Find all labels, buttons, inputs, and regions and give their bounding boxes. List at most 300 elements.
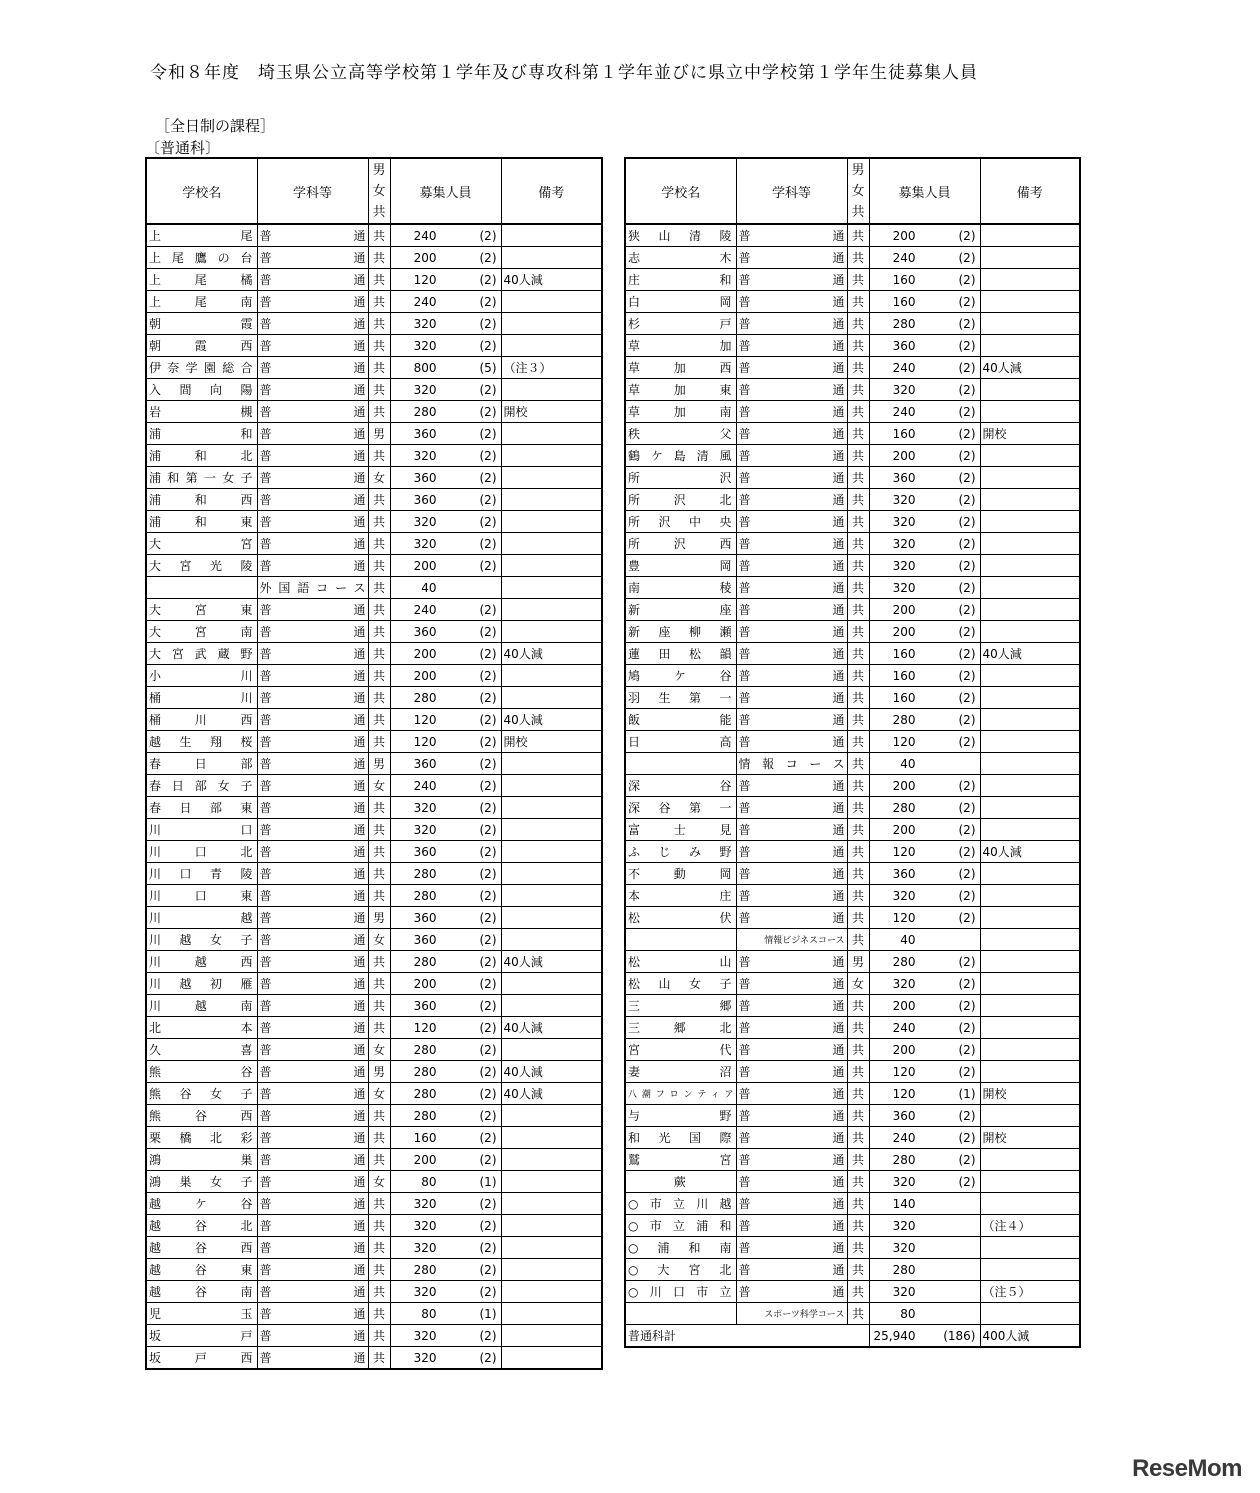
capacity-value: 160 bbox=[892, 272, 916, 287]
table-row bbox=[625, 1061, 1080, 1083]
capacity-cell bbox=[390, 995, 501, 1017]
capacity-value: 320 bbox=[413, 1240, 437, 1255]
school-name-cell: 秩父 bbox=[625, 423, 736, 445]
capacity-value: 240 bbox=[892, 404, 916, 419]
course-cell: 普通 bbox=[257, 709, 368, 731]
school-name-cell: ○浦和南 bbox=[625, 1237, 736, 1259]
class-count: (2) bbox=[958, 492, 976, 507]
school-name-cell: 飯能 bbox=[625, 709, 736, 731]
note-cell bbox=[980, 973, 1080, 995]
capacity-value: 320 bbox=[413, 1218, 437, 1233]
course-cell: 普通 bbox=[736, 555, 847, 577]
capacity-cell bbox=[869, 1105, 980, 1127]
course-cell: 普通 bbox=[736, 1127, 847, 1149]
capacity-value: 360 bbox=[413, 910, 437, 925]
capacity-value: 320 bbox=[892, 492, 916, 507]
school-name-cell: 草加西 bbox=[625, 357, 736, 379]
capacity-cell bbox=[390, 577, 501, 599]
sex-cell: 共 bbox=[368, 357, 390, 379]
table-row bbox=[146, 1127, 602, 1149]
school-name-cell: 深谷第一 bbox=[625, 797, 736, 819]
course-cell: 普通 bbox=[257, 995, 368, 1017]
school-name-cell: 上尾橘 bbox=[146, 269, 257, 291]
capacity-cell bbox=[390, 1325, 501, 1347]
course-cell: 普通 bbox=[736, 445, 847, 467]
capacity-value: 360 bbox=[892, 338, 916, 353]
capacity-value: 240 bbox=[413, 602, 437, 617]
school-name-cell: ふじみ野 bbox=[625, 841, 736, 863]
header-sex-char: 女 bbox=[372, 183, 386, 199]
table-row bbox=[146, 1259, 602, 1281]
table-row bbox=[146, 489, 602, 511]
course-cell: 普通 bbox=[736, 1017, 847, 1039]
capacity-cell bbox=[390, 379, 501, 401]
school-name-cell: 伊奈学園総合 bbox=[146, 357, 257, 379]
capacity-value: 160 bbox=[892, 426, 916, 441]
course-cell: 普通 bbox=[736, 709, 847, 731]
note-cell bbox=[980, 313, 1080, 335]
capacity-value: 320 bbox=[413, 514, 437, 529]
course-cell: 普通 bbox=[736, 335, 847, 357]
capacity-cell bbox=[869, 753, 980, 775]
capacity-value: 280 bbox=[892, 712, 916, 727]
class-count: (2) bbox=[958, 822, 976, 837]
capacity-value: 280 bbox=[413, 690, 437, 705]
table-row bbox=[625, 599, 1080, 621]
note-cell bbox=[501, 1105, 602, 1127]
capacity-value: 320 bbox=[413, 1196, 437, 1211]
school-name-cell: 草加南 bbox=[625, 401, 736, 423]
school-name-cell bbox=[625, 929, 736, 951]
course-cell: 普通 bbox=[257, 1105, 368, 1127]
header-note: 備考 bbox=[980, 158, 1080, 224]
note-cell bbox=[980, 1237, 1080, 1259]
capacity-cell bbox=[390, 665, 501, 687]
note-cell bbox=[501, 423, 602, 445]
sex-cell: 共 bbox=[368, 1215, 390, 1237]
class-count: (2) bbox=[479, 932, 497, 947]
course-cell: 普通 bbox=[257, 379, 368, 401]
capacity-value: 280 bbox=[892, 316, 916, 331]
header-school: 学校名 bbox=[625, 158, 736, 224]
watermark-text: ReseMom bbox=[1132, 1455, 1242, 1482]
capacity-value: 320 bbox=[892, 580, 916, 595]
class-count: (2) bbox=[479, 338, 497, 353]
capacity-value: 320 bbox=[413, 1284, 437, 1299]
sex-cell: 共 bbox=[847, 224, 869, 247]
table-row bbox=[625, 753, 1080, 775]
capacity-value: 360 bbox=[892, 470, 916, 485]
table-row bbox=[146, 291, 602, 313]
table-row bbox=[625, 533, 1080, 555]
capacity-cell bbox=[390, 401, 501, 423]
course-cell: 普通 bbox=[736, 379, 847, 401]
note-cell bbox=[980, 709, 1080, 731]
capacity-value: 280 bbox=[413, 1042, 437, 1057]
school-name-cell: 朝霞西 bbox=[146, 335, 257, 357]
school-name-cell: ○市立浦和 bbox=[625, 1215, 736, 1237]
note-cell bbox=[980, 269, 1080, 291]
course-cell: 普通 bbox=[257, 511, 368, 533]
class-count: (2) bbox=[479, 426, 497, 441]
capacity-cell bbox=[390, 467, 501, 489]
note-cell: 40人減 bbox=[501, 1061, 602, 1083]
sex-cell: 共 bbox=[368, 731, 390, 753]
course-cell: 普通 bbox=[257, 467, 368, 489]
table-row bbox=[625, 643, 1080, 665]
note-cell bbox=[980, 1259, 1080, 1281]
class-count: (2) bbox=[479, 910, 497, 925]
school-name-cell: ○大宮北 bbox=[625, 1259, 736, 1281]
capacity-cell bbox=[869, 1303, 980, 1325]
note-cell: 開校 bbox=[501, 731, 602, 753]
table-row bbox=[625, 775, 1080, 797]
school-name-cell: 越ケ谷 bbox=[146, 1193, 257, 1215]
course-cell: 普通 bbox=[736, 1105, 847, 1127]
table-row bbox=[625, 1127, 1080, 1149]
school-name-cell bbox=[625, 753, 736, 775]
sex-cell: 女 bbox=[368, 929, 390, 951]
capacity-value: 320 bbox=[413, 536, 437, 551]
capacity-cell bbox=[390, 621, 501, 643]
school-name-cell: ○川口市立 bbox=[625, 1281, 736, 1303]
class-count: (2) bbox=[479, 382, 497, 397]
note-cell bbox=[501, 1215, 602, 1237]
course-cell: 普通 bbox=[257, 335, 368, 357]
table-row bbox=[625, 291, 1080, 313]
class-count: (2) bbox=[479, 470, 497, 485]
note-cell bbox=[980, 401, 1080, 423]
class-count: (2) bbox=[479, 734, 497, 749]
school-name-cell: 越生翔桜 bbox=[146, 731, 257, 753]
course-cell: 普通 bbox=[736, 1259, 847, 1281]
note-cell bbox=[501, 665, 602, 687]
resemom-watermark-logo bbox=[1132, 1455, 1242, 1483]
capacity-value: 200 bbox=[892, 228, 916, 243]
capacity-value: 160 bbox=[892, 294, 916, 309]
class-count: (2) bbox=[479, 602, 497, 617]
sex-cell: 男 bbox=[368, 1061, 390, 1083]
school-name-cell: 上尾 bbox=[146, 224, 257, 247]
course-cell: 普通 bbox=[257, 489, 368, 511]
capacity-value: 320 bbox=[892, 888, 916, 903]
school-name-cell: 越谷東 bbox=[146, 1259, 257, 1281]
table-row bbox=[146, 863, 602, 885]
capacity-value: 240 bbox=[892, 250, 916, 265]
class-count: (2) bbox=[479, 404, 497, 419]
capacity-value: 140 bbox=[892, 1196, 916, 1211]
course-cell: 普通 bbox=[736, 841, 847, 863]
capacity-value: 320 bbox=[413, 338, 437, 353]
note-cell bbox=[980, 1149, 1080, 1171]
left-capacity-table bbox=[145, 157, 603, 1370]
class-count: (2) bbox=[958, 360, 976, 375]
course-cell: 普通 bbox=[257, 1281, 368, 1303]
course-cell: 普通 bbox=[736, 951, 847, 973]
course-cell: 外国語コース bbox=[257, 577, 368, 599]
course-cell: 普通 bbox=[257, 313, 368, 335]
capacity-cell bbox=[869, 577, 980, 599]
capacity-cell bbox=[390, 599, 501, 621]
class-count: (2) bbox=[958, 602, 976, 617]
class-count: (2) bbox=[958, 976, 976, 991]
capacity-value: 120 bbox=[413, 272, 437, 287]
school-name-cell: 三郷 bbox=[625, 995, 736, 1017]
course-cell: 普通 bbox=[257, 599, 368, 621]
course-cell: 普通 bbox=[257, 841, 368, 863]
table-header-row bbox=[146, 158, 602, 224]
sex-cell: 共 bbox=[368, 1149, 390, 1171]
sex-cell: 共 bbox=[368, 577, 390, 599]
table-row bbox=[146, 599, 602, 621]
class-count: (2) bbox=[479, 1108, 497, 1123]
class-count: (2) bbox=[479, 646, 497, 661]
note-cell bbox=[501, 841, 602, 863]
header-sex-char: 男 bbox=[372, 162, 386, 178]
school-name-cell: 大宮南 bbox=[146, 621, 257, 643]
capacity-cell bbox=[390, 841, 501, 863]
capacity-cell bbox=[869, 819, 980, 841]
note-cell bbox=[980, 1303, 1080, 1325]
table-row bbox=[146, 995, 602, 1017]
course-cell: 普通 bbox=[736, 863, 847, 885]
table-row bbox=[625, 863, 1080, 885]
note-cell bbox=[980, 753, 1080, 775]
note-cell bbox=[980, 687, 1080, 709]
sex-cell: 共 bbox=[368, 401, 390, 423]
note-cell bbox=[980, 577, 1080, 599]
capacity-cell bbox=[390, 1171, 501, 1193]
note-cell bbox=[501, 511, 602, 533]
school-name-cell: 羽生第一 bbox=[625, 687, 736, 709]
note-cell: （注３） bbox=[501, 357, 602, 379]
note-cell bbox=[501, 577, 602, 599]
school-name-cell: 児玉 bbox=[146, 1303, 257, 1325]
capacity-cell bbox=[869, 533, 980, 555]
note-cell bbox=[501, 335, 602, 357]
course-cell: 普通 bbox=[736, 1193, 847, 1215]
table-row bbox=[146, 1347, 602, 1370]
sex-cell: 共 bbox=[847, 1017, 869, 1039]
capacity-value: 360 bbox=[413, 624, 437, 639]
capacity-cell bbox=[390, 885, 501, 907]
school-name-cell: 桶川西 bbox=[146, 709, 257, 731]
capacity-value: 200 bbox=[413, 646, 437, 661]
course-cell: 普通 bbox=[736, 599, 847, 621]
capacity-cell bbox=[390, 1303, 501, 1325]
note-cell bbox=[980, 599, 1080, 621]
capacity-value: 320 bbox=[413, 822, 437, 837]
class-count: (2) bbox=[479, 1240, 497, 1255]
capacity-cell bbox=[390, 1347, 501, 1370]
table-row bbox=[146, 797, 602, 819]
course-cell: 普通 bbox=[257, 753, 368, 775]
capacity-cell bbox=[390, 973, 501, 995]
capacity-cell bbox=[390, 731, 501, 753]
class-count: (2) bbox=[479, 866, 497, 881]
note-cell bbox=[980, 1105, 1080, 1127]
table-row bbox=[146, 1325, 602, 1347]
subsection-label: 〔普通科〕 bbox=[145, 139, 221, 157]
table-row bbox=[625, 709, 1080, 731]
school-name-cell: 草加 bbox=[625, 335, 736, 357]
sex-cell: 共 bbox=[847, 1039, 869, 1061]
course-cell: 普通 bbox=[736, 621, 847, 643]
capacity-cell bbox=[390, 533, 501, 555]
course-cell: 普通 bbox=[736, 995, 847, 1017]
school-name-cell: 浦和北 bbox=[146, 445, 257, 467]
school-name-cell: 朝霞 bbox=[146, 313, 257, 335]
school-name-cell: 春日部 bbox=[146, 753, 257, 775]
table-row bbox=[625, 1105, 1080, 1127]
capacity-cell bbox=[390, 951, 501, 973]
school-name-cell: 鴻巣女子 bbox=[146, 1171, 257, 1193]
school-name-cell: 庄和 bbox=[625, 269, 736, 291]
sex-cell: 共 bbox=[368, 819, 390, 841]
sex-cell: 共 bbox=[847, 1303, 869, 1325]
sex-cell: 共 bbox=[847, 1215, 869, 1237]
school-name-cell: 桶川 bbox=[146, 687, 257, 709]
sex-cell: 女 bbox=[368, 1083, 390, 1105]
capacity-cell bbox=[869, 1061, 980, 1083]
sex-cell: 共 bbox=[847, 621, 869, 643]
course-cell: 普通 bbox=[736, 665, 847, 687]
table-row bbox=[146, 1237, 602, 1259]
sex-cell: 共 bbox=[847, 995, 869, 1017]
capacity-value: 200 bbox=[892, 1042, 916, 1057]
school-name-cell: 入間向陽 bbox=[146, 379, 257, 401]
note-cell: 40人減 bbox=[501, 951, 602, 973]
school-name-cell: 豊岡 bbox=[625, 555, 736, 577]
class-count: (2) bbox=[958, 426, 976, 441]
table-row bbox=[625, 621, 1080, 643]
course-cell: 普通 bbox=[736, 489, 847, 511]
capacity-cell bbox=[869, 709, 980, 731]
capacity-cell bbox=[390, 247, 501, 269]
note-cell: 40人減 bbox=[501, 269, 602, 291]
school-name-cell: 所沢 bbox=[625, 467, 736, 489]
sex-cell: 共 bbox=[847, 753, 869, 775]
sex-cell: 男 bbox=[368, 907, 390, 929]
table-row bbox=[625, 907, 1080, 929]
class-count: (2) bbox=[479, 316, 497, 331]
class-count: (1) bbox=[479, 1306, 497, 1321]
table-row bbox=[625, 357, 1080, 379]
course-cell: 普通 bbox=[257, 775, 368, 797]
table-row bbox=[146, 1281, 602, 1303]
table-row bbox=[625, 973, 1080, 995]
school-name-cell bbox=[146, 577, 257, 599]
capacity-value: 280 bbox=[892, 1262, 916, 1277]
sex-cell: 共 bbox=[847, 291, 869, 313]
note-cell bbox=[980, 335, 1080, 357]
sex-cell: 共 bbox=[368, 1325, 390, 1347]
class-count: (2) bbox=[479, 448, 497, 463]
sex-cell: 共 bbox=[368, 709, 390, 731]
capacity-cell bbox=[390, 357, 501, 379]
school-name-cell bbox=[625, 1303, 736, 1325]
capacity-value: 200 bbox=[892, 602, 916, 617]
capacity-cell bbox=[869, 643, 980, 665]
capacity-cell bbox=[869, 797, 980, 819]
sex-cell: 共 bbox=[847, 775, 869, 797]
course-cell: 普通 bbox=[736, 1061, 847, 1083]
note-cell bbox=[980, 819, 1080, 841]
capacity-cell bbox=[869, 1083, 980, 1105]
total-note: 400人減 bbox=[980, 1325, 1080, 1348]
class-count: (2) bbox=[479, 228, 497, 243]
course-cell: 普通 bbox=[257, 269, 368, 291]
sex-cell: 共 bbox=[847, 709, 869, 731]
sex-cell: 共 bbox=[847, 863, 869, 885]
course-cell: 普通 bbox=[257, 1127, 368, 1149]
class-count: (2) bbox=[479, 1020, 497, 1035]
course-cell: 普通 bbox=[736, 643, 847, 665]
school-name-cell: 岩槻 bbox=[146, 401, 257, 423]
class-count: (2) bbox=[479, 668, 497, 683]
school-name-cell: 深谷 bbox=[625, 775, 736, 797]
course-cell: 普通 bbox=[736, 687, 847, 709]
capacity-value: 240 bbox=[892, 1020, 916, 1035]
table-row bbox=[146, 1171, 602, 1193]
note-cell bbox=[501, 1149, 602, 1171]
school-name-cell: 越谷北 bbox=[146, 1215, 257, 1237]
class-count: (2) bbox=[958, 580, 976, 595]
table-row bbox=[146, 1149, 602, 1171]
table-row bbox=[625, 489, 1080, 511]
school-name-cell: 所沢中央 bbox=[625, 511, 736, 533]
capacity-cell bbox=[869, 467, 980, 489]
course-cell: 普通 bbox=[736, 401, 847, 423]
total-capacity: 25,940 bbox=[873, 1328, 916, 1343]
header-sex-char: 共 bbox=[851, 204, 865, 220]
capacity-value: 320 bbox=[892, 382, 916, 397]
class-count: (2) bbox=[479, 272, 497, 287]
table-header-row bbox=[625, 158, 1080, 224]
capacity-value: 360 bbox=[413, 844, 437, 859]
school-name-cell: 松山女子 bbox=[625, 973, 736, 995]
sex-cell: 共 bbox=[368, 863, 390, 885]
course-cell: 普通 bbox=[257, 1259, 368, 1281]
capacity-cell bbox=[869, 247, 980, 269]
table-row bbox=[625, 819, 1080, 841]
note-cell bbox=[501, 1303, 602, 1325]
right-capacity-table bbox=[624, 157, 1081, 1348]
note-cell bbox=[501, 621, 602, 643]
capacity-cell bbox=[869, 1237, 980, 1259]
capacity-cell bbox=[390, 1061, 501, 1083]
capacity-value: 320 bbox=[413, 1350, 437, 1365]
school-name-cell: 所沢西 bbox=[625, 533, 736, 555]
capacity-cell bbox=[869, 489, 980, 511]
capacity-value: 360 bbox=[892, 866, 916, 881]
course-cell: 普通 bbox=[257, 291, 368, 313]
school-name-cell: 越谷南 bbox=[146, 1281, 257, 1303]
capacity-value: 80 bbox=[421, 1174, 437, 1189]
school-name-cell: 川越西 bbox=[146, 951, 257, 973]
sex-cell: 共 bbox=[847, 929, 869, 951]
note-cell bbox=[501, 1171, 602, 1193]
note-cell: 開校 bbox=[501, 401, 602, 423]
table-row bbox=[625, 1215, 1080, 1237]
total-capacity-cell bbox=[869, 1325, 980, 1348]
school-name-cell: 北本 bbox=[146, 1017, 257, 1039]
sex-cell: 共 bbox=[847, 577, 869, 599]
course-cell: 普通 bbox=[257, 1347, 368, 1370]
sex-cell: 共 bbox=[847, 687, 869, 709]
sex-cell: 女 bbox=[847, 973, 869, 995]
school-name-cell: 志木 bbox=[625, 247, 736, 269]
